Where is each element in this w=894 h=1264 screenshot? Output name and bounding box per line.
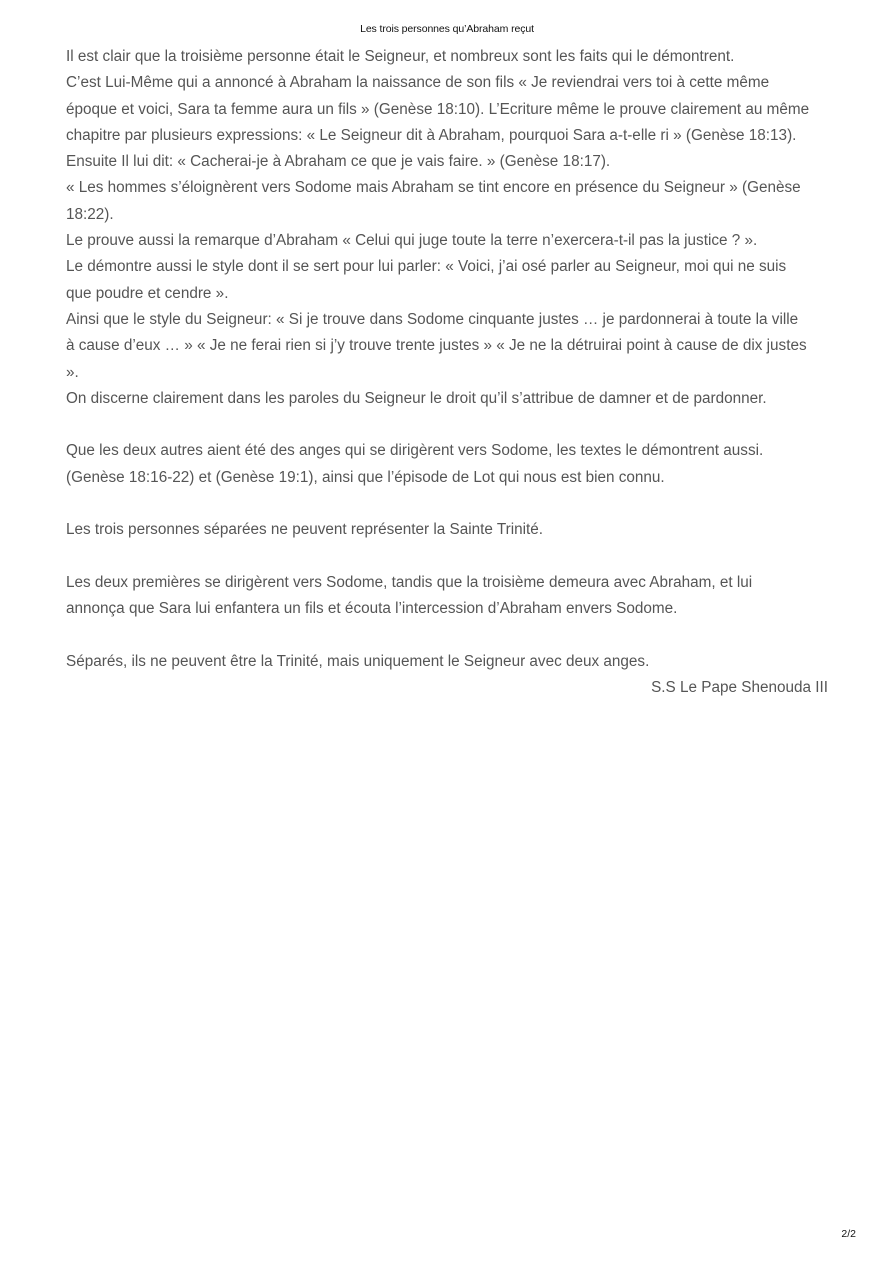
text-line: C’est Lui-Même qui a annoncé à Abraham la naissance de son fils « Je reviendrai vers toi à cette même bbox=[66, 74, 770, 92]
text-line: 18:22). bbox=[66, 205, 114, 223]
text-line: à cause d’eux … » « Je ne ferai rien si j’y trouve trente justes » « Je ne la détruirai point à cause de dix justes bbox=[66, 337, 807, 355]
paragraph-gap bbox=[66, 491, 836, 517]
paragraph-gap bbox=[66, 544, 836, 570]
text-line: chapitre par plusieurs expressions: « Le Seigneur dit à Abraham, pourquoi Sara a-t-elle ri » (Genèse 18:13). bbox=[66, 126, 797, 144]
text-line: (Genèse 18:16-22) et (Genèse 19:1), ainsi que l’épisode de Lot qui nous est bien connu. bbox=[66, 468, 665, 486]
text-line: Le prouve aussi la remarque d’Abraham « Celui qui juge toute la terre n’exercera-t-il pas la justice ? ». bbox=[66, 232, 758, 250]
text-line: On discerne clairement dans les paroles du Seigneur le droit qu’il s’attribue de damner et de pardonner. bbox=[66, 389, 767, 407]
page-number: 2/2 bbox=[841, 1228, 856, 1240]
text-line: Le démontre aussi le style dont il se sert pour lui parler: « Voici, j’ai osé parler au Seigneur, moi qui ne suis bbox=[66, 258, 787, 276]
text-line: que poudre et cendre ». bbox=[66, 284, 229, 302]
text-line: Ensuite Il lui dit: « Cacherai-je à Abraham ce que je vais faire. » (Genèse 18:17). bbox=[66, 153, 611, 171]
text-line: Il est clair que la troisième personne était le Seigneur, et nombreux sont les faits qui le démontrent. bbox=[66, 48, 735, 65]
text-line: Que les deux autres aient été des anges qui se dirigèrent vers Sodome, les textes le démontrent aussi. bbox=[66, 442, 764, 460]
text-line: ». bbox=[66, 363, 79, 381]
text-line: Séparés, ils ne peuvent être la Trinité, mais uniquement le Seigneur avec deux anges. bbox=[66, 652, 650, 670]
text-line: époque et voici, Sara ta femme aura un fils » (Genèse 18:10). L’Ecriture même le prouve clairement au même bbox=[66, 100, 810, 118]
text-line: Les trois personnes séparées ne peuvent représenter la Sainte Trinité. bbox=[66, 521, 544, 539]
document-body bbox=[66, 44, 836, 701]
paragraph-gap bbox=[66, 412, 836, 438]
page-header-title: Les trois personnes qu’Abraham reçut bbox=[360, 23, 534, 35]
text-line: annonça que Sara lui enfantera un fils et écouta l’intercession d’Abraham envers Sodome. bbox=[66, 600, 678, 618]
author-signature: S.S Le Pape Shenouda III bbox=[651, 679, 828, 697]
text-line: Les deux premières se dirigèrent vers Sodome, tandis que la troisième demeura avec Abraham, et lui bbox=[66, 573, 753, 591]
text-line: « Les hommes s’éloignèrent vers Sodome mais Abraham se tint encore en présence du Seigneur » (Genèse bbox=[66, 179, 801, 197]
text-line: Ainsi que le style du Seigneur: « Si je trouve dans Sodome cinquante justes … je pardonnerai à toute la ville bbox=[66, 310, 799, 328]
paragraph-gap bbox=[66, 623, 836, 649]
